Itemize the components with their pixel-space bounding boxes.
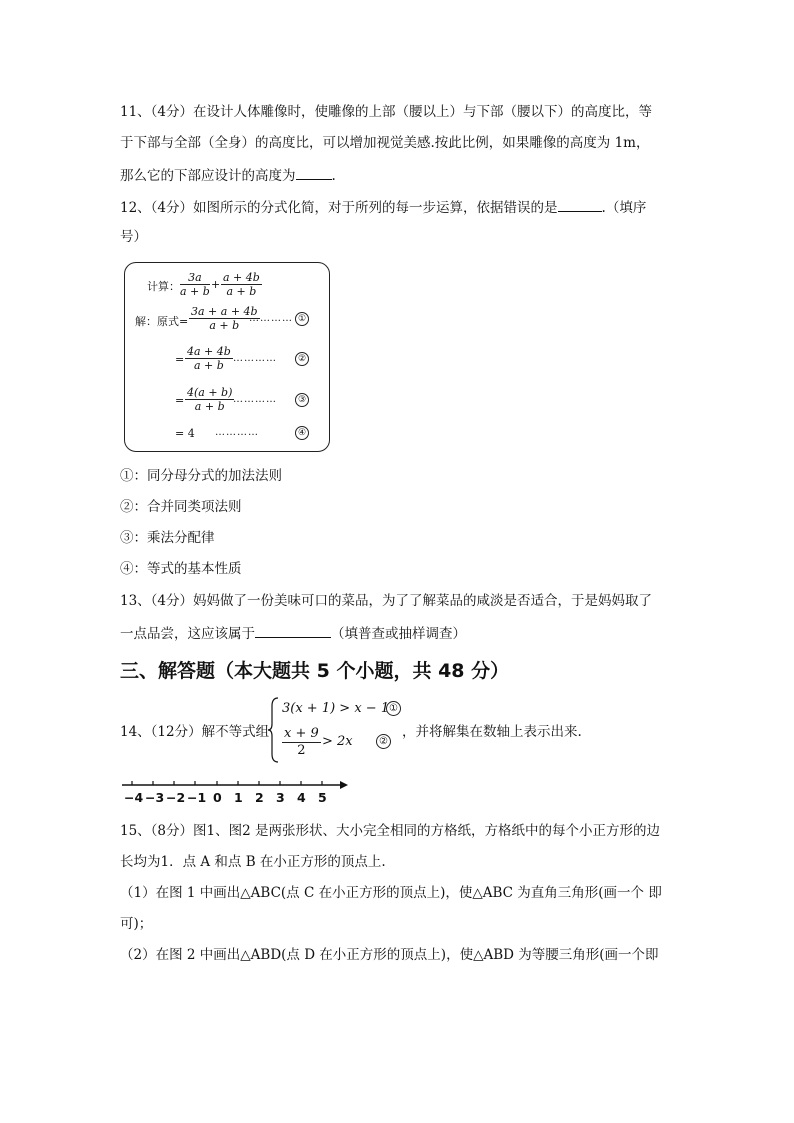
inequality-2-rest: > 2x [322, 734, 353, 749]
tick-label: −3 [145, 790, 165, 805]
step-1-dots: ………… [249, 313, 293, 324]
q15-line-2: 长均为1．点 A 和点 B 在小正方形的顶点上. [120, 854, 386, 870]
q11-line-3 [120, 165, 336, 185]
system-brace [266, 696, 280, 764]
step-3-fraction [185, 386, 234, 413]
q12-line-1-end: .（填序 [601, 200, 647, 216]
q13-line-2-end: （填普查或抽样调查） [331, 626, 466, 642]
step-3-eq: = [175, 394, 185, 407]
q11-line-1: 11、（4分）在设计人体雕像时，使雕像的上部（腰以上）与下部（腰以下）的高度比，等 [120, 104, 653, 120]
q11-line-3-text: 那么它的下部应设计的高度为 [120, 168, 296, 184]
step-2-dots: ………… [233, 353, 277, 364]
q12-answer-blank [558, 197, 602, 212]
step-2-fraction [185, 345, 233, 372]
q15-line-1: 15、（8分）图1、图2 是两张形状、大小完全相同的方格纸，方格纸中的每个小正方形的边 [120, 823, 660, 839]
tick-label: −4 [124, 790, 144, 805]
step-4-marker: ④ [295, 426, 309, 440]
calc-label: 计算： [147, 280, 180, 293]
q13-answer-blank [255, 623, 331, 638]
calc-fraction-2-den: a + b [226, 285, 257, 298]
q12-reason-2: ②：合并同类项法则 [120, 499, 242, 515]
q13-line-2-text: 一点品尝，这应该属于 [120, 626, 255, 642]
q12-reason-3: ③：乘法分配律 [120, 530, 215, 546]
step-3-num: 4(a + b) [187, 386, 233, 399]
calc-fraction-2-num: a + 4b [223, 271, 260, 284]
calc-fraction-1-den: a + b [180, 285, 210, 298]
q15-line-5: （2）在图 2 中画出△ABD(点 D 在小正方形的顶点上)，使△ABD 为等腰三角形(画一个即 [120, 947, 659, 963]
step-1-num: 3a + a + 4b [191, 305, 258, 318]
tick-label: −1 [187, 790, 207, 805]
q14-prefix: 14、（12分）解不等式组 [120, 724, 270, 740]
q11-line-3-end: . [331, 168, 336, 184]
step-4-dots: ………… [215, 427, 259, 438]
calc-fraction-2 [221, 271, 262, 298]
tick-label: −2 [166, 790, 186, 805]
q13-line-2 [120, 623, 466, 643]
inequality-2-fraction [282, 726, 321, 759]
step-2-den: a + b [194, 359, 224, 372]
inequality-2-num: x + 9 [284, 726, 319, 741]
step-4-text: = 4 [175, 427, 195, 440]
step-3-dots: ………… [233, 394, 277, 405]
tick-label: 0 [213, 790, 222, 805]
q12-reason-1: ①：同分母分式的加法法则 [120, 468, 282, 484]
step-2-eq: = [175, 353, 185, 366]
q13-line-1: 13、（4分）妈妈做了一份美味可口的菜品，为了了解菜品的咸淡是否适合，于是妈妈取了 [120, 593, 653, 609]
q12-line-1-text: 12、（4分）如图所示的分式化简，对于所列的每一步运算，依据错误的是 [120, 200, 558, 216]
step-3-marker: ③ [295, 393, 309, 407]
q15-line-4: 可)； [120, 916, 153, 932]
inequality-1-marker: ① [386, 701, 401, 716]
q14-suffix: ，并将解集在数轴上表示出来. [402, 724, 582, 740]
calc-fraction-1 [180, 271, 210, 298]
q12-line-1 [120, 197, 646, 217]
section-3-heading: 三、解答题（本大题共 5 个小题，共 48 分） [120, 660, 510, 682]
step-1-marker: ① [295, 312, 309, 326]
calc-fraction-1-num: 3a [180, 271, 210, 285]
solution-label: 解：原式= [135, 315, 189, 328]
step-1-den: a + b [209, 319, 240, 332]
tick-label: 4 [297, 790, 306, 805]
tick-label: 3 [276, 790, 285, 805]
step-3-den: a + b [194, 400, 225, 413]
q12-reason-4: ④：等式的基本性质 [120, 561, 242, 577]
step-2-num: 4a + 4b [187, 345, 231, 358]
q15-line-3: （1）在图 1 中画出△ABC(点 C 在小正方形的顶点上)，使△ABC 为直角三角形(画一个 即 [120, 885, 662, 901]
calculation-figure [124, 262, 330, 452]
inequality-1: 3(x + 1) > x − 1 [282, 701, 390, 716]
q12-line-2: 号） [120, 229, 147, 245]
calc-plus: + [211, 278, 221, 291]
tick-label: 1 [234, 790, 243, 805]
q11-line-2: 于下部与全部（全身）的高度比，可以增加视觉美感.按此比例，如果雕像的高度为 1m， [120, 135, 650, 151]
tick-label: 5 [318, 790, 327, 805]
inequality-2-marker: ② [376, 734, 391, 749]
inequality-2-den: 2 [297, 743, 306, 758]
q11-answer-blank [296, 165, 332, 180]
step-2-marker: ② [295, 352, 309, 366]
tick-label: 2 [255, 790, 264, 805]
